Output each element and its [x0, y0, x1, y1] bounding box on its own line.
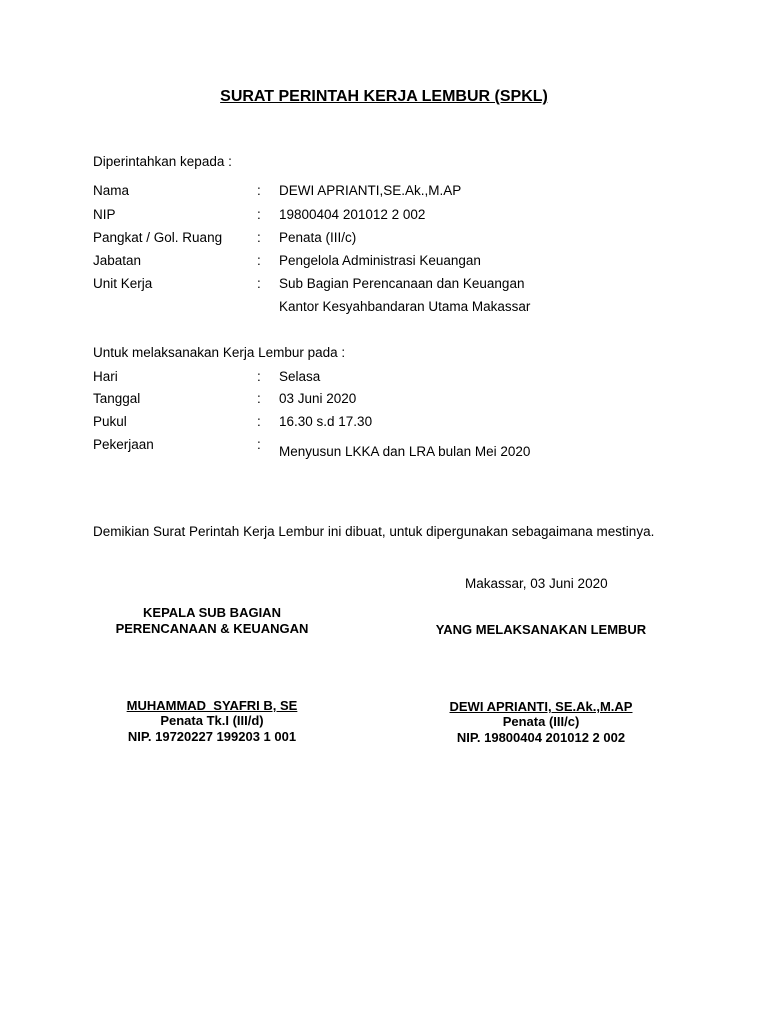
closing-paragraph: Demikian Surat Perintah Kerja Lembur ini dibuat, untuk dipergunakan sebagaimana mestinya. — [93, 524, 655, 539]
jabatan-label: Jabatan — [93, 253, 142, 268]
left-signer-name-text: MUHAMMAD SYAFRI B, SE — [126, 698, 298, 713]
nip-colon: : — [257, 207, 261, 222]
pukul-colon: : — [257, 414, 261, 429]
pekerjaan-colon: : — [257, 437, 261, 452]
tanggal-label: Tanggal — [93, 391, 141, 406]
intro-text: Diperintahkan kepada : — [93, 154, 232, 169]
left-signer-rank: Penata Tk.I (III/d) — [160, 713, 264, 728]
unit-value-line2: Kantor Kesyahbandaran Utama Makassar — [279, 299, 531, 314]
tanggal-colon: : — [257, 391, 261, 406]
pangkat-label: Pangkat / Gol. Ruang — [93, 230, 223, 245]
pekerjaan-value: Menyusun LKKA dan LRA bulan Mei 2020 — [279, 444, 531, 459]
pukul-value: 16.30 s.d 17.30 — [279, 414, 373, 429]
hari-label: Hari — [93, 369, 118, 384]
place-date: Makassar, 03 Juni 2020 — [465, 576, 608, 591]
pangkat-value: Penata (III/c) — [279, 230, 357, 245]
left-signer-heading-line2: PERENCANAAN & KEUANGAN — [115, 621, 309, 636]
nama-value: DEWI APRIANTI,SE.Ak.,M.AP — [279, 183, 462, 198]
tanggal-value: 03 Juni 2020 — [279, 391, 357, 406]
hari-colon: : — [257, 369, 261, 384]
document-title: SURAT PERINTAH KERJA LEMBUR (SPKL) — [220, 88, 548, 105]
pekerjaan-label: Pekerjaan — [93, 437, 154, 452]
nama-colon: : — [257, 183, 261, 198]
right-signer-nip: NIP. 19800404 201012 2 002 — [456, 730, 626, 745]
right-signer-heading: YANG MELAKSANAKAN LEMBUR — [435, 622, 647, 637]
left-signer-nip: NIP. 19720227 199203 1 001 — [127, 729, 297, 744]
right-signer-rank: Penata (III/c) — [502, 714, 580, 729]
left-signer-heading-line1: KEPALA SUB BAGIAN — [143, 605, 281, 620]
hari-value: Selasa — [279, 369, 321, 384]
left-signer-name — [96, 698, 328, 714]
right-signer-name-text: DEWI APRIANTI, SE.Ak.,M.AP — [449, 699, 633, 714]
unit-label: Unit Kerja — [93, 276, 153, 291]
jabatan-colon: : — [257, 253, 261, 268]
pukul-label: Pukul — [93, 414, 127, 429]
nip-label: NIP — [93, 207, 116, 222]
unit-value-line1: Sub Bagian Perencanaan dan Keuangan — [279, 276, 525, 291]
nama-label: Nama — [93, 183, 130, 198]
right-signer-name — [410, 699, 672, 715]
jabatan-value: Pengelola Administrasi Keuangan — [279, 253, 481, 268]
unit-colon: : — [257, 276, 261, 291]
nip-value: 19800404 201012 2 002 — [279, 207, 426, 222]
task-intro-text: Untuk melaksanakan Kerja Lembur pada : — [93, 345, 346, 360]
pangkat-colon: : — [257, 230, 261, 245]
